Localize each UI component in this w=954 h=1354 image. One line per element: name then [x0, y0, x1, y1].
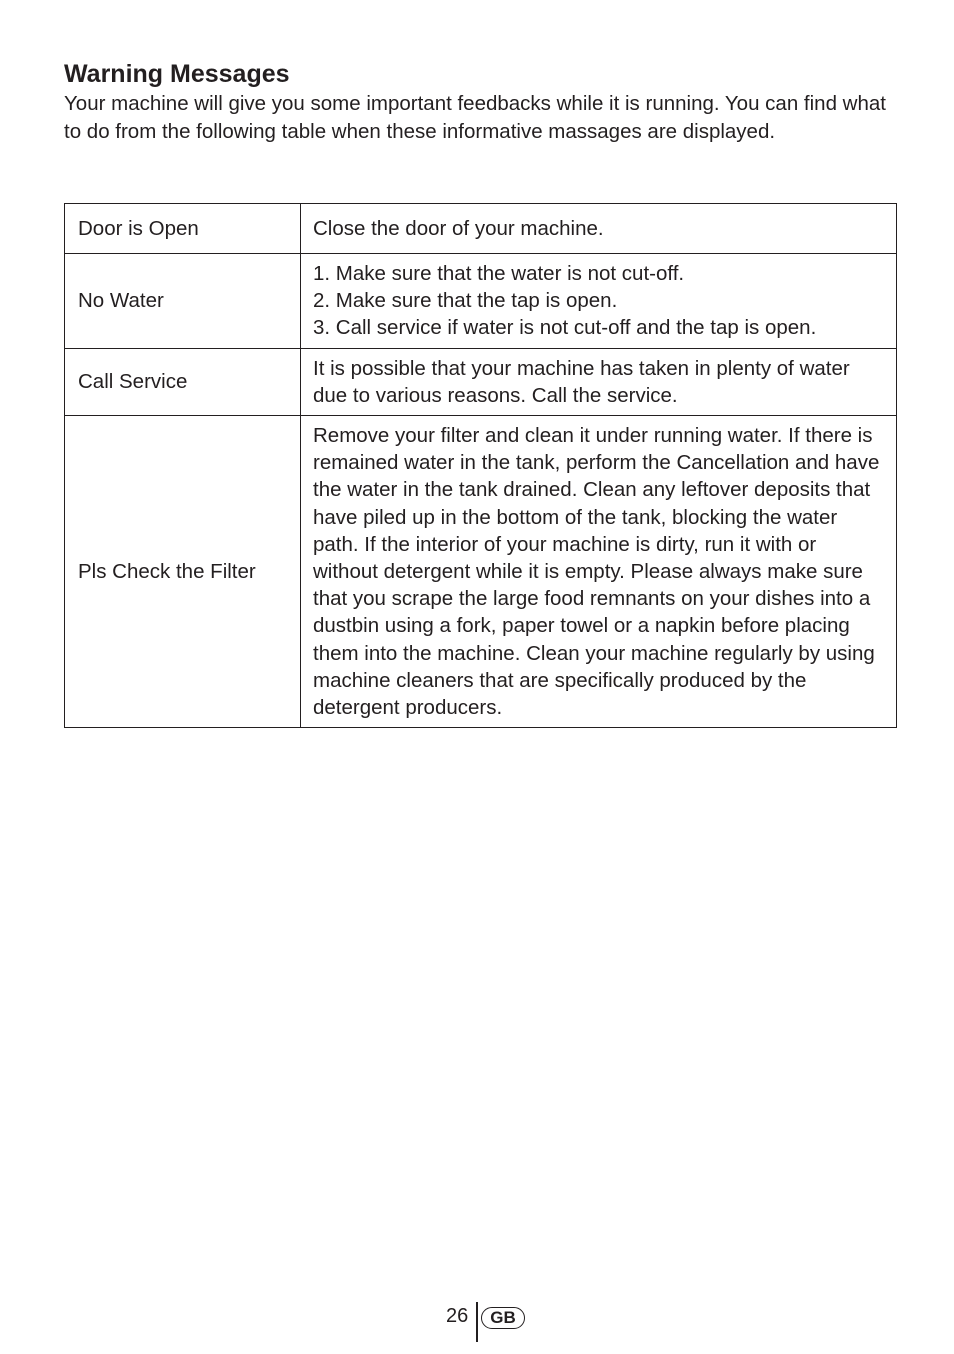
remedy-cell — [301, 254, 897, 349]
remedy-line: 1. Make sure that the water is not cut-off. — [313, 262, 685, 285]
table-row — [65, 416, 897, 728]
remedy-cell — [301, 348, 897, 415]
table-row — [65, 204, 897, 254]
remedy-line: It is possible that your machine has taken in plenty of water due to various reasons. Call the service. — [313, 356, 850, 407]
warning-messages-table — [64, 203, 897, 728]
remedy-line: Remove your filter and clean it under running water. If there is remained water in the tank, perform the Cancellation and have the water in the tank drained. Clean any leftover deposits that have piled up in the bottom of the tank, blocking the water path. If the interior of your machine is dirty, run it with or without detergent while it is empty. Please always make sure that you scrape the large food remnants on your dishes into a dustbin using a fork, paper towel or a napkin before placing them into the machine. Clean your machine regularly by using machine cleaners that are specifically produced by the detergent producers. — [313, 424, 880, 720]
remedy-line: 2. Make sure that the tap is open. — [313, 289, 618, 313]
warning-message-cell: Door is Open — [65, 204, 301, 254]
remedy-line: 3. Call service if water is not cut-off and the tap is open. — [313, 316, 817, 340]
footer-divider — [476, 1302, 478, 1342]
remedy-cell — [301, 204, 897, 254]
language-badge: GB — [481, 1307, 525, 1329]
remedy-cell — [301, 416, 897, 728]
remedy-line: Close the door of your machine. — [313, 216, 604, 240]
warning-message-cell: No Water — [65, 254, 301, 349]
page-number: 26 — [446, 1305, 469, 1327]
table-row — [65, 254, 897, 349]
page-footer — [0, 1300, 954, 1344]
warning-message-cell: Call Service — [65, 348, 301, 415]
page-title: Warning Messages — [64, 60, 290, 88]
table-row — [65, 348, 897, 415]
warning-message-cell: Pls Check the Filter — [65, 416, 301, 728]
intro-paragraph: Your machine will give you some important feedbacks while it is running. You can find what to do from the following table when these informative massages are displayed. — [64, 92, 886, 143]
